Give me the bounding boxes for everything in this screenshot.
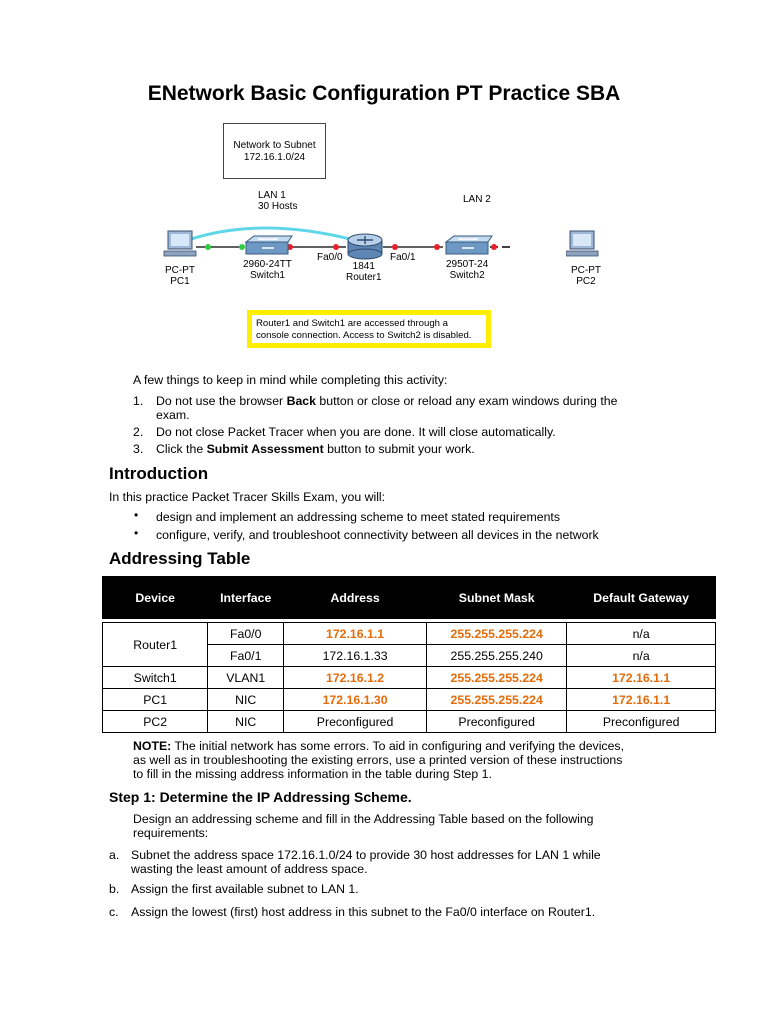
note-paragraph bbox=[133, 739, 693, 781]
cell-address: Preconfigured bbox=[284, 711, 427, 733]
access-note-line2: console connection. Access to Switch2 is disabled. bbox=[256, 330, 472, 341]
lan1-label bbox=[258, 190, 297, 212]
instruction-2: Do not close Packet Tracer when you are done. It will close automatically. bbox=[156, 425, 556, 439]
pc1-label bbox=[165, 265, 195, 287]
pc1-icon bbox=[164, 231, 196, 256]
router1-icon bbox=[348, 234, 382, 259]
addressing-table bbox=[102, 576, 716, 733]
switch2-model: 2950T-24 bbox=[446, 259, 489, 270]
switch2-label bbox=[446, 259, 488, 281]
cell-gateway: Preconfigured bbox=[567, 711, 716, 733]
cell-gateway: 172.16.1.1 bbox=[567, 667, 716, 689]
cell-interface: Fa0/1 bbox=[208, 645, 284, 667]
port-dot bbox=[333, 244, 339, 250]
lan2-label: LAN 2 bbox=[463, 194, 491, 205]
instruction-3-bold: Submit Assessment bbox=[206, 442, 324, 456]
intro-lead: A few things to keep in mind while completing this activity: bbox=[133, 373, 448, 387]
table-row bbox=[103, 711, 716, 733]
step1-heading: Step 1: Determine the IP Addressing Scheme. bbox=[109, 789, 412, 805]
pc2-icon-svg bbox=[566, 230, 602, 260]
port-dot bbox=[434, 244, 440, 250]
introduction-heading: Introduction bbox=[109, 464, 209, 483]
step1-item-c: Assign the lowest (first) host address in this subnet to the Fa0/0 interface on Router1. bbox=[131, 905, 596, 919]
instruction-number: 2. bbox=[133, 425, 144, 439]
switch1-icon bbox=[246, 236, 292, 254]
cell-interface: NIC bbox=[208, 689, 284, 711]
switch1-model: 2960-24TT bbox=[243, 259, 292, 270]
step-item-letter: b. bbox=[109, 882, 120, 896]
instruction-3-pre: Click the bbox=[156, 442, 207, 456]
cell-mask: 255.255.255.240 bbox=[427, 645, 567, 667]
port-dot bbox=[239, 244, 245, 250]
header-address: Address bbox=[284, 577, 427, 619]
router1-model: 1841 bbox=[352, 261, 375, 272]
step-item-letter: c. bbox=[109, 905, 119, 919]
fa00-label: Fa0/0 bbox=[317, 252, 343, 263]
switch2-name: Switch2 bbox=[449, 270, 485, 281]
cell-gateway: n/a bbox=[567, 623, 716, 645]
cell-address: 172.16.1.30 bbox=[284, 689, 427, 711]
subnet-box-line1: Network to Subnet bbox=[233, 140, 316, 151]
cell-interface: Fa0/0 bbox=[208, 623, 284, 645]
fa01-label: Fa0/1 bbox=[390, 252, 416, 263]
switch2-icon bbox=[446, 236, 492, 254]
port-dot bbox=[491, 244, 497, 250]
instruction-1-pre: Do not use the browser bbox=[156, 394, 287, 408]
port-dot bbox=[392, 244, 398, 250]
bullet-icon: • bbox=[134, 508, 139, 522]
step1-lead-line1: Design an addressing scheme and fill in the Addressing Table based on the following bbox=[133, 812, 594, 826]
pc1-type: PC-PT bbox=[165, 265, 195, 276]
step1-lead-line2: requirements: bbox=[133, 826, 209, 840]
header-subnet-mask: Subnet Mask bbox=[427, 577, 567, 619]
header-interface: Interface bbox=[208, 577, 284, 619]
subnet-box-line2: 172.16.1.0/24 bbox=[243, 152, 306, 163]
cell-mask: 255.255.255.224 bbox=[427, 667, 567, 689]
header-default-gateway: Default Gateway bbox=[567, 577, 716, 619]
cell-device: Switch1 bbox=[103, 667, 208, 689]
instruction-1-post: button or close or reload any exam windows during the bbox=[315, 394, 618, 408]
introduction-lead: In this practice Packet Tracer Skills Exam, you will: bbox=[109, 490, 386, 504]
table-row bbox=[103, 667, 716, 689]
step-item-letter: a. bbox=[109, 848, 120, 862]
cell-address: 172.16.1.2 bbox=[284, 667, 427, 689]
pc1-name: PC1 bbox=[170, 276, 190, 287]
switch1-label bbox=[243, 259, 292, 281]
note-label: NOTE: bbox=[133, 739, 172, 753]
access-note-box bbox=[247, 310, 491, 348]
instruction-1-bold: Back bbox=[286, 394, 316, 408]
step1-lead bbox=[133, 812, 594, 840]
network-topology-diagram bbox=[150, 118, 601, 358]
instruction-1-cont: exam. bbox=[156, 408, 190, 422]
subnet-box bbox=[223, 123, 326, 179]
step1-item-b: Assign the first available subnet to LAN 1. bbox=[131, 882, 359, 896]
cell-gateway: n/a bbox=[567, 645, 716, 667]
cell-mask: Preconfigured bbox=[427, 711, 567, 733]
cell-device: Router1 bbox=[103, 623, 208, 667]
instruction-number: 1. bbox=[133, 394, 144, 408]
pc2-name: PC2 bbox=[576, 276, 596, 287]
note-line3: to fill in the missing address information in the table during Step 1. bbox=[133, 767, 492, 781]
document-title: ENetwork Basic Configuration PT Practice SBA bbox=[147, 82, 621, 105]
table-row bbox=[103, 623, 716, 645]
router1-label bbox=[346, 261, 382, 283]
table-row bbox=[103, 689, 716, 711]
instruction-number: 3. bbox=[133, 442, 144, 456]
cell-interface: NIC bbox=[208, 711, 284, 733]
lan1-hosts: 30 Hosts bbox=[258, 201, 298, 212]
step1-item-a-line1: Subnet the address space 172.16.1.0/24 to provide 30 host addresses for LAN 1 while bbox=[131, 848, 601, 862]
introduction-bullet-2: configure, verify, and troubleshoot connectivity between all devices in the network bbox=[156, 528, 599, 542]
cell-device: PC1 bbox=[103, 689, 208, 711]
port-dot bbox=[205, 244, 211, 250]
instruction-3-post: button to submit your work. bbox=[323, 442, 475, 456]
instruction-3 bbox=[156, 442, 475, 456]
pc2-label bbox=[571, 265, 601, 287]
addressing-table-heading: Addressing Table bbox=[109, 549, 251, 568]
note-line2: as well as in troubleshooting the existing errors, use a printed version of these instructions bbox=[133, 753, 623, 767]
cell-address: 172.16.1.33 bbox=[284, 645, 427, 667]
router1-name: Router1 bbox=[346, 272, 382, 283]
table-header-row bbox=[103, 577, 716, 619]
bullet-icon: • bbox=[134, 526, 139, 540]
instruction-1 bbox=[156, 394, 676, 422]
header-device: Device bbox=[103, 577, 208, 619]
step1-item-a-line2: wasting the least amount of address space. bbox=[131, 862, 368, 876]
switch1-name: Switch1 bbox=[249, 270, 285, 281]
cell-address: 172.16.1.1 bbox=[284, 623, 427, 645]
cell-mask: 255.255.255.224 bbox=[427, 623, 567, 645]
cell-interface: VLAN1 bbox=[208, 667, 284, 689]
cell-gateway: 172.16.1.1 bbox=[567, 689, 716, 711]
cell-mask: 255.255.255.224 bbox=[427, 689, 567, 711]
pc2-type: PC-PT bbox=[571, 265, 601, 276]
lan1-name: LAN 1 bbox=[258, 190, 286, 201]
cell-device: PC2 bbox=[103, 711, 208, 733]
step1-item-a bbox=[131, 848, 601, 876]
access-note-line1: Router1 and Switch1 are accessed through a bbox=[256, 318, 448, 329]
note-line1: The initial network has some errors. To aid in configuring and verifying the devices, bbox=[174, 739, 624, 753]
introduction-bullet-1: design and implement an addressing scheme to meet stated requirements bbox=[156, 510, 560, 524]
